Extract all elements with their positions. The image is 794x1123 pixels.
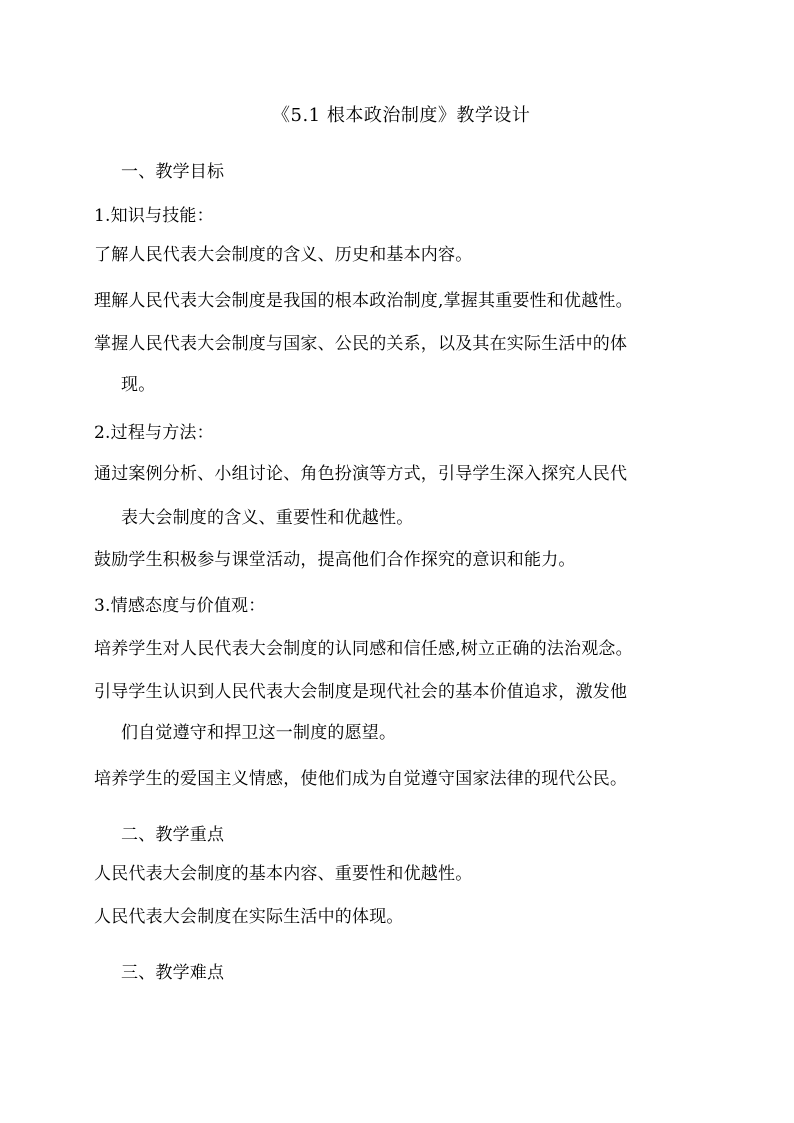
paragraph-line: 引导学生认识到人民代表大会制度是现代社会的基本价值追求，激发他	[94, 682, 628, 702]
paragraph: 培养学生的爱国主义情感，使他们成为自觉遵守国家法律的现代公民。	[94, 769, 628, 789]
subsection-heading-attitudes-values: 3.情感态度与价值观：	[94, 596, 266, 616]
paragraph-line: 通过案例分析、小组讨论、角色扮演等方式，引导学生深入探究人民代	[94, 464, 628, 484]
section-heading-objectives: 一、教学目标	[121, 162, 225, 182]
paragraph-line-continuation: 现。	[121, 375, 156, 395]
paragraph: 了解人民代表大会制度的含义、历史和基本内容。	[94, 245, 473, 265]
section-heading-key-points: 二、教学重点	[121, 825, 225, 845]
paragraph: 理解人民代表大会制度是我国的根本政治制度,掌握其重要性和优越性。	[94, 291, 633, 311]
paragraph: 鼓励学生积极参与课堂活动，提高他们合作探究的意识和能力。	[94, 550, 576, 570]
paragraph: 人民代表大会制度的基本内容、重要性和优越性。	[94, 864, 473, 884]
section-heading-difficulties: 三、教学难点	[121, 963, 225, 983]
paragraph-line: 掌握人民代表大会制度与国家、公民的关系，以及其在实际生活中的体	[94, 334, 628, 354]
subsection-heading-process-methods: 2.过程与方法：	[94, 423, 214, 443]
paragraph: 人民代表大会制度在实际生活中的体现。	[94, 907, 404, 927]
document-title: 《5.1 根本政治制度》教学设计	[272, 105, 531, 126]
paragraph-line-continuation: 们自觉遵守和捍卫这一制度的愿望。	[121, 723, 397, 743]
subsection-heading-knowledge-skills: 1.知识与技能：	[94, 206, 214, 226]
paragraph: 培养学生对人民代表大会制度的认同感和信任感,树立正确的法治观念。	[94, 639, 633, 659]
paragraph-line-continuation: 表大会制度的含义、重要性和优越性。	[121, 508, 414, 528]
